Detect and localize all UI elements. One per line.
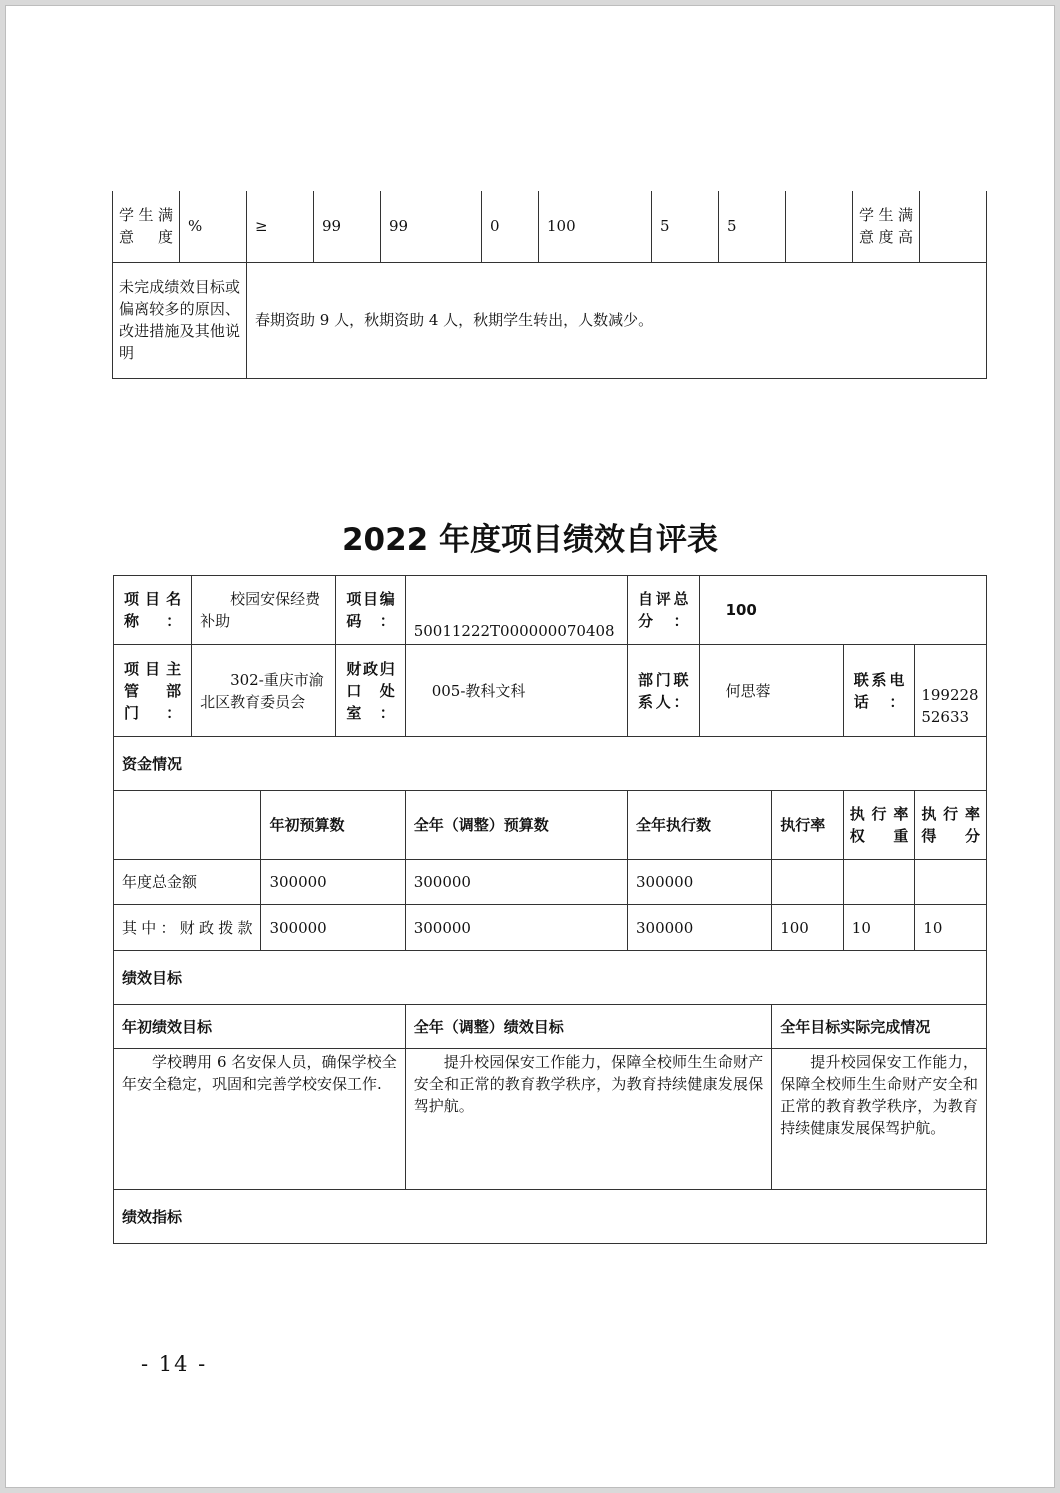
goal-actual-text: 提升校园保安工作能力，保障全校师生生命财产安全和正常的教育教学秩序，为教育持续健康发展保驾护航。 — [772, 1049, 987, 1190]
funds-cell: 300000 — [405, 860, 627, 905]
funds-cell: 10 — [843, 905, 915, 951]
table-row — [114, 1049, 987, 1190]
indicator-weight: 5 — [652, 191, 719, 262]
table-row — [114, 905, 987, 951]
table-row — [114, 791, 987, 860]
funds-header-adjusted: 全年（调整）预算数 — [405, 791, 627, 860]
indicator-adjusted-target: 99 — [381, 191, 482, 262]
department-value: 302-重庆市渝北区教育委员会 — [192, 645, 336, 737]
unfinished-reason-label: 未完成绩效目标或偏离较多的原因、改进措施及其他说明 — [113, 262, 247, 378]
table-row — [114, 860, 987, 905]
table-row — [114, 951, 987, 1005]
funds-header-weight: 执行率权重 — [843, 791, 915, 860]
table-row — [114, 1005, 987, 1049]
phone-value: 19922852633 — [915, 645, 987, 737]
section-goals: 绩效目标 — [114, 951, 987, 1005]
funds-cell: 300000 — [405, 905, 627, 951]
project-name-label: 项目名称： — [114, 576, 192, 645]
document-page — [5, 5, 1055, 1488]
unfinished-reason-text: 春期资助 9 人，秋期资助 4 人，秋期学生转出，人数减少。 — [247, 262, 987, 378]
table-row — [113, 191, 987, 262]
project-code-label: 项目编码： — [336, 576, 405, 645]
indicator-unit: % — [180, 191, 247, 262]
funds-cell — [843, 860, 915, 905]
table-row — [114, 576, 987, 645]
score-value: 100 — [699, 576, 986, 645]
funds-cell: 10 — [915, 905, 987, 951]
project-code-value: 50011222T000000070408 — [405, 576, 627, 645]
funds-row-label: 其中：财政拨款 — [114, 905, 261, 951]
indicator-actual: 100 — [539, 191, 652, 262]
goals-header-actual: 全年目标实际完成情况 — [772, 1005, 987, 1049]
finance-office-label: 财政归口处室： — [336, 645, 405, 737]
funds-cell: 300000 — [261, 905, 405, 951]
project-name-value: 校园安保经费补助 — [192, 576, 336, 645]
funds-header-executed: 全年执行数 — [628, 791, 772, 860]
goal-adjusted-text: 提升校园保安工作能力，保障全校师生生命财产安全和正常的教育教学秩序，为教育持续健康发展保驾护航。 — [405, 1049, 772, 1190]
section-indicators: 绩效指标 — [114, 1190, 987, 1244]
score-label: 自评总分： — [628, 576, 700, 645]
page-number: - 14 - — [141, 1352, 208, 1376]
contact-person-label: 部门联系人： — [628, 645, 700, 737]
goals-header-adjusted: 全年（调整）绩效目标 — [405, 1005, 772, 1049]
previous-indicator-table — [112, 191, 987, 379]
indicator-remark: 学生满意度高 — [853, 191, 920, 262]
funds-header-empty — [114, 791, 261, 860]
table-row — [114, 1190, 987, 1244]
contact-person-value: 何思蓉 — [699, 645, 843, 737]
table-row — [113, 262, 987, 378]
indicator-empty — [920, 191, 987, 262]
goal-initial-text: 学校聘用 6 名安保人员，确保学校全年安全稳定，巩固和完善学校安保工作. — [114, 1049, 406, 1190]
funds-header-score: 执行率得分 — [915, 791, 987, 860]
department-label: 项目主管部门： — [114, 645, 192, 737]
indicator-target: 99 — [314, 191, 381, 262]
funds-header-rate: 执行率 — [772, 791, 844, 860]
phone-label: 联系电话： — [843, 645, 915, 737]
funds-cell: 100 — [772, 905, 844, 951]
goals-header-initial: 年初绩效目标 — [114, 1005, 406, 1049]
section-funds: 资金情况 — [114, 737, 987, 791]
funds-cell — [772, 860, 844, 905]
funds-row-label: 年度总金额 — [114, 860, 261, 905]
performance-evaluation-table — [113, 575, 987, 1244]
table-row — [114, 645, 987, 737]
funds-cell: 300000 — [628, 860, 772, 905]
indicator-name: 学生满意度 — [113, 191, 180, 262]
funds-cell: 300000 — [628, 905, 772, 951]
funds-cell — [915, 860, 987, 905]
finance-office-value: 005-教科文科 — [405, 645, 627, 737]
indicator-empty — [786, 191, 853, 262]
table-row — [114, 737, 987, 791]
funds-header-initial: 年初预算数 — [261, 791, 405, 860]
indicator-operator: ≥ — [247, 191, 314, 262]
funds-cell: 300000 — [261, 860, 405, 905]
indicator-deviation: 0 — [482, 191, 539, 262]
page-title: 2022 年度项目绩效自评表 — [341, 522, 719, 558]
indicator-score: 5 — [719, 191, 786, 262]
